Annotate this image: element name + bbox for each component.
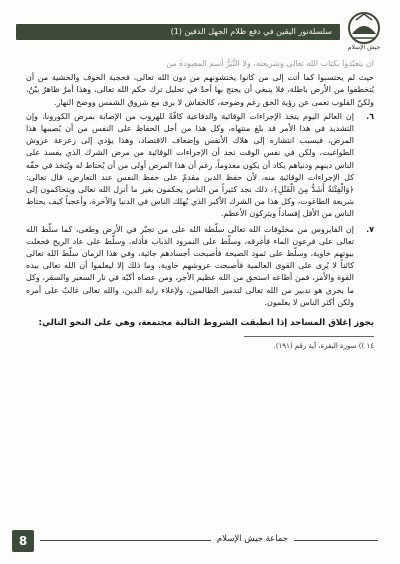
page-body [26,58,374,351]
item-text: إن الفايروس من مخلوقات الله تعالى سلّطه الله على من تجبّر في الأرض وطغى، كما سلّط الله تعالى على فرعون الماء فأغرقه، وسلّط على النمرود الذباب فأذله، وسلّط على عاد الريح فجعلت بيوتهم خاوية، وسلّط على ثمود الصيحة فأصبحت أجسادهم جاثية، وفي هذا الزمان سلّط الله تعالى كائناً لا يُرى على القوى العالمية فأصبحت عروشهم خاوية، وما ذلك إلا ليعلموا أن الله تعالى بيده القوة والأمر، فمن أطاعه استحق من الله عظيم الأجر، ومن عصاه أكبّه في نار السعير والسقر، وكل ما يجري هو تدبير من الله تعالى لتدمير الظالمين، ولإعلاء راية الدين، والله تعالى غالبٌ على أمره ولكن أكثر الناس لا يعلمون. [26,224,354,307]
item-number: ٦. [366,111,374,121]
item-text: إن العالم اليوم يتخذ الإجراءات الوقائية والدفاعية كافّةً للهروب من الإصابة بمرض الكورونا، وإن التشديد في هذا الأمر قد بلغ منتهاه، وكل هذا من أجل الحفاظ على النفس من أن يُصيبها هذا المرض، فيسبب انتشاره إلى هلاك الأنفس وإضعاف الاقتصاد، وهذا يؤدي إلى زعزعة عروش الطواغيت، ولكن في نفس الوقت نجد أن الإجراءات الوقائية من مرض الشرك الذي يفسد على الناس دينهم ودنياهم يكاد أن يكون معدوماً، رغم أن هذا المرض أولى من أن يُحتاط له ويُتخذ في حقّه كل الإجراءات الوقائية منه، لأن حفظ الدين مقدمٌ على حفظ النفس عند التعارض، قال تعالى: ﴿وَالْفِتْنَةُ أَشَدُّ مِنَ الْقَتْلِ﴾، ذلك نجد كثيراً من الناس يحكمون بغير ما أنزل الله تعالى ويتحاكمون إلى شريعة الطاغوت، وكل هذا من الشرك الأكبر الذي يُهلك الناس في الدنيا والآخرة، وأعجباً كيف يحتاط الناس من الأقل إفساداً ويتركون الأعظم. [26,111,354,219]
footnote [26,341,374,351]
page-header [10,8,390,52]
intro-paragraph: حيث لم يحتسبوا كما أتت إلى من كانوا يختشونهم من دون الله تعالى، فحجبة الخوف والخشية من أن يُتخطفوا من الأرض باطلة، فلا ينبغي أن يحتج بها أحدٌ في تحليل ترك حكم الله تعالى، وهذا أمرٌ ظاهرٌ بيّنٌ، ولكنّ القلوب تعمى عن رؤية الحق رغم وضوحه، كالخفاش لا يرى مع شروق الشمس ووضح النهار. [26,73,374,107]
footnote-marker: ١٤ [366,342,374,351]
page-number: 8 [12,530,34,552]
intro-faded-line: ان يتعبّدوا بكتاب الله تعالى وشريعته، ولا التَّبَرُّ أسم المعبودة من [166,59,374,68]
series-title: سلسلةنور اليقين في دفع ظلام الجهل الدفين (1) [16,24,340,40]
footer-rule [40,540,378,541]
footnote-divider [244,336,374,337]
conclusion-heading: يجوز إغلاق المساجد إذا انطبقت الشروط التالية مجتمعة، وهي على النحو التالي: [38,318,374,329]
list-item [26,224,374,309]
footer-organization: جماعة جيش الإسلام [211,534,294,544]
page-footer [10,530,390,552]
item-number: ٧. [366,224,374,234]
logo-caption: جيش الإسلام [347,44,381,51]
list-item [26,111,374,221]
footnote-text: )) سورة البقرة، آية رقم (١٩١). [273,342,365,351]
